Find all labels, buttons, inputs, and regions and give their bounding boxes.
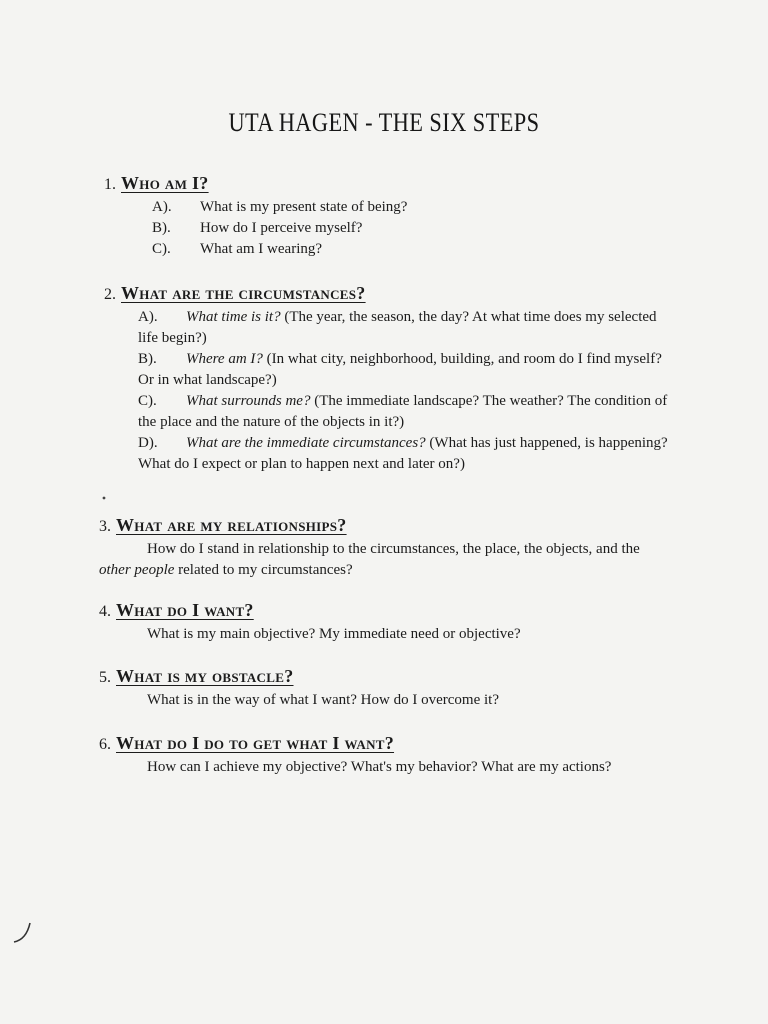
description-emphasis: other people: [99, 562, 175, 578]
step-description: [99, 690, 659, 711]
step-title: What do I want?: [116, 600, 254, 620]
item-label: A).: [138, 309, 158, 325]
item-question: What are the immediate circumstances?: [186, 435, 426, 451]
step-2: [104, 281, 684, 475]
list-item: [152, 218, 682, 239]
step-title: What are my relationships?: [116, 515, 347, 535]
step-title: What do I do to get what I want?: [116, 733, 395, 753]
item-text: What is my present state of being?: [200, 199, 408, 215]
description-text: What is in the way of what I want? How do I overcome it?: [147, 692, 499, 708]
step-5: [99, 664, 679, 711]
description-text: How can I achieve my objective? What's my behavior? What are my actions?: [147, 759, 612, 775]
item-text: (What has just happened, is happening? What do I expect or plan to happen next and later on?): [138, 435, 668, 472]
step-items: [138, 307, 684, 475]
list-item: [138, 349, 668, 391]
step-title: What are the circumstances?: [121, 283, 366, 303]
item-text: How do I perceive myself?: [200, 220, 363, 236]
step-heading: [99, 664, 679, 690]
item-text: (In what city, neighborhood, building, and room do I find myself? Or in what landscape?): [138, 351, 662, 388]
scan-speck: [101, 495, 107, 501]
item-question: What time is it?: [186, 309, 281, 325]
item-label: C).: [152, 241, 171, 257]
item-question: What surrounds me?: [186, 393, 311, 409]
item-label: B).: [152, 220, 171, 236]
step-heading: [99, 731, 679, 757]
step-number: 4.: [99, 603, 111, 620]
step-heading: [104, 281, 684, 307]
step-number: 1.: [104, 176, 116, 193]
page-title: UTA HAGEN - THE SIX STEPS: [228, 108, 540, 137]
step-heading: [99, 513, 679, 539]
list-item: [152, 197, 682, 218]
list-item: [138, 433, 668, 475]
step-description: [99, 757, 659, 778]
step-number: 2.: [104, 286, 116, 303]
step-6: [99, 731, 679, 778]
item-question: Where am I?: [186, 351, 263, 367]
item-label: A).: [152, 199, 172, 215]
list-item: [152, 239, 682, 260]
step-number: 3.: [99, 518, 111, 535]
item-label: C).: [138, 393, 157, 409]
step-items: [152, 197, 684, 260]
step-4: [99, 598, 679, 645]
step-heading: [99, 598, 679, 624]
step-heading: [104, 171, 684, 197]
list-item: [138, 307, 668, 349]
scan-mark: [10, 920, 34, 946]
item-text: (The immediate landscape? The weather? The condition of the place and the nature of the objects in it?): [138, 393, 668, 430]
item-label: D).: [138, 435, 158, 451]
step-3: [99, 513, 679, 581]
step-description: [99, 624, 659, 645]
step-1: [104, 171, 684, 260]
item-text: (The year, the season, the day? At what time does my selected life begin?): [138, 309, 657, 346]
step-title: What is my obstacle?: [116, 666, 294, 686]
description-text: related to my circumstances?: [174, 562, 353, 578]
step-number: 5.: [99, 669, 111, 686]
description-text: How do I stand in relationship to the circumstances, the place, the objects, and the: [147, 541, 640, 557]
step-number: 6.: [99, 736, 111, 753]
list-item: [138, 391, 668, 433]
item-text: What am I wearing?: [200, 241, 323, 257]
step-description: [99, 539, 659, 581]
description-text: What is my main objective? My immediate need or objective?: [147, 626, 521, 642]
step-title: Who am I?: [121, 173, 209, 193]
item-label: B).: [138, 351, 157, 367]
